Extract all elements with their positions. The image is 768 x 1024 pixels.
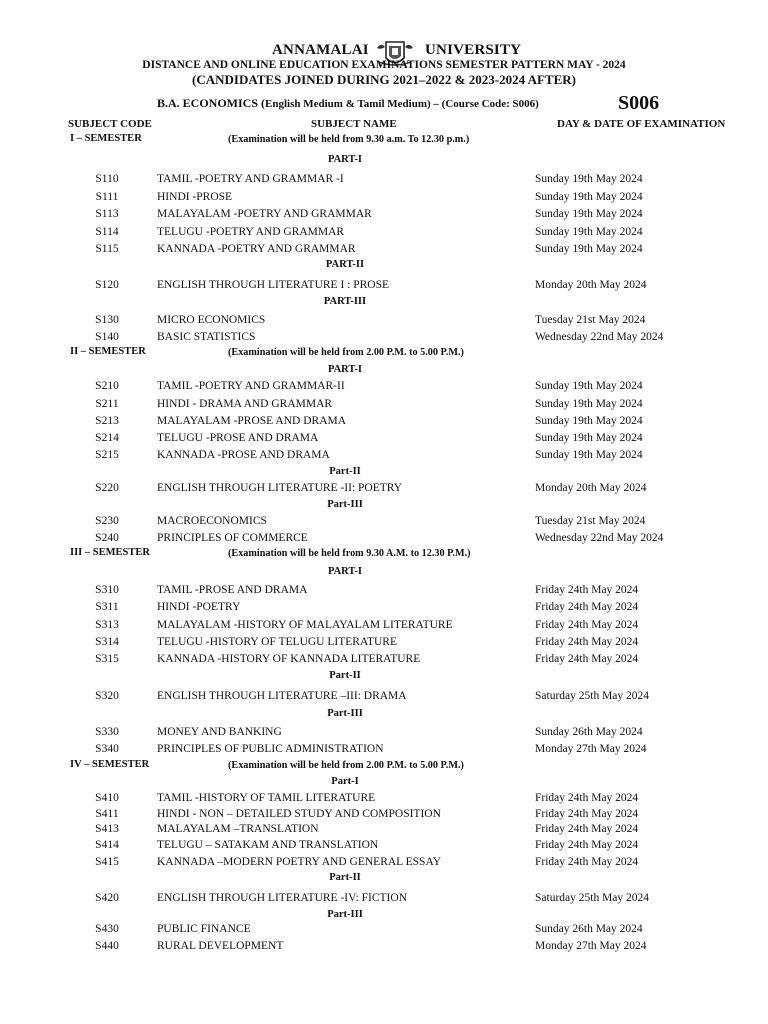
exam-title: DISTANCE AND ONLINE EDUCATION EXAMINATIONS SEMESTER PATTERN MAY - 2024 bbox=[142, 59, 626, 71]
exam-date: Sunday 19th May 2024 bbox=[535, 243, 643, 255]
exam-date: Monday 20th May 2024 bbox=[535, 482, 647, 494]
subject-name: PUBLIC FINANCE bbox=[157, 923, 251, 935]
subject-code: S120 bbox=[95, 279, 119, 291]
exam-date: Sunday 26th May 2024 bbox=[535, 923, 643, 935]
subject-name: ENGLISH THROUGH LITERATURE I : PROSE bbox=[157, 279, 390, 291]
exam-date: Sunday 26th May 2024 bbox=[535, 726, 643, 738]
subject-code: S115 bbox=[95, 243, 119, 255]
exam-date: Sunday 19th May 2024 bbox=[535, 191, 643, 203]
column-header-date: DAY & DATE OF EXAMINATION bbox=[557, 118, 726, 130]
subject-code: S314 bbox=[95, 636, 119, 648]
exam-date: Friday 24th May 2024 bbox=[535, 636, 639, 648]
exam-date: Sunday 19th May 2024 bbox=[535, 398, 643, 410]
subject-name: KANNADA –MODERN POETRY AND GENERAL ESSAY bbox=[157, 856, 442, 868]
exam-date: Friday 24th May 2024 bbox=[535, 856, 639, 868]
subject-code: S110 bbox=[95, 173, 119, 185]
exam-timing-note: (Examination will be held from 9.30 A.M. to 12.30 P.M.) bbox=[228, 548, 471, 559]
exam-timing-note: (Examination will be held from 2.00 P.M. to 5.00 P.M.) bbox=[228, 760, 464, 771]
semester-label: I – SEMESTER bbox=[70, 133, 142, 144]
exam-date: Friday 24th May 2024 bbox=[535, 601, 639, 613]
subject-name: ENGLISH THROUGH LITERATURE –III: DRAMA bbox=[157, 690, 407, 702]
course-medium: English Medium & Tamil Medium bbox=[265, 98, 427, 110]
subject-code: S313 bbox=[95, 619, 119, 631]
course-title-tail: ) – (Course Code: S006) bbox=[427, 98, 539, 110]
exam-date: Sunday 19th May 2024 bbox=[535, 380, 643, 392]
subject-code: S111 bbox=[95, 191, 119, 203]
exam-date: Monday 20th May 2024 bbox=[535, 279, 647, 291]
exam-date: Tuesday 21st May 2024 bbox=[535, 515, 646, 527]
exam-timing-note: (Examination will be held from 9.30 a.m. To 12.30 p.m.) bbox=[228, 134, 470, 145]
exam-date: Friday 24th May 2024 bbox=[535, 653, 639, 665]
subject-code: S315 bbox=[95, 653, 119, 665]
subject-code: S420 bbox=[95, 892, 119, 904]
subject-name: HINDI - DRAMA AND GRAMMAR bbox=[157, 398, 333, 410]
subject-name: TAMIL -POETRY AND GRAMMAR-II bbox=[157, 380, 345, 392]
subject-name: ENGLISH THROUGH LITERATURE -II: POETRY bbox=[157, 482, 403, 494]
subject-name: HINDI -PROSE bbox=[157, 191, 233, 203]
exam-date: Saturday 25th May 2024 bbox=[535, 690, 650, 702]
subject-name: TELUGU – SATAKAM AND TRANSLATION bbox=[157, 839, 379, 851]
subject-name: MALAYALAM -POETRY AND GRAMMAR bbox=[157, 208, 372, 220]
part-heading: PART-I bbox=[327, 154, 363, 165]
exam-date: Monday 27th May 2024 bbox=[535, 743, 647, 755]
exam-date: Sunday 19th May 2024 bbox=[535, 226, 643, 238]
exam-date: Friday 24th May 2024 bbox=[535, 808, 639, 820]
column-header-name: SUBJECT NAME bbox=[311, 118, 397, 130]
subject-code: S340 bbox=[95, 743, 119, 755]
subject-code: S130 bbox=[95, 314, 119, 326]
subject-code: S240 bbox=[95, 532, 119, 544]
subject-code: S411 bbox=[95, 808, 119, 820]
subject-code: S230 bbox=[95, 515, 119, 527]
exam-date: Saturday 25th May 2024 bbox=[535, 892, 650, 904]
exam-date: Sunday 19th May 2024 bbox=[535, 415, 643, 427]
exam-timing-note: (Examination will be held from 2.00 P.M. to 5.00 P.M.) bbox=[228, 347, 464, 358]
subject-code: S113 bbox=[95, 208, 119, 220]
subject-name: TELUGU -PROSE AND DRAMA bbox=[157, 432, 319, 444]
candidates-subtitle: (CANDIDATES JOINED DURING 2021–2022 & 2023-2024 AFTER) bbox=[192, 72, 576, 87]
subject-code: S311 bbox=[95, 601, 119, 613]
subject-name: TAMIL -PROSE AND DRAMA bbox=[157, 584, 308, 596]
subject-name: TELUGU -HISTORY OF TELUGU LITERATURE bbox=[157, 636, 397, 648]
subject-name: KANNADA -HISTORY OF KANNADA LITERATURE bbox=[157, 653, 421, 665]
part-heading: Part-III bbox=[327, 708, 363, 719]
subject-code: S215 bbox=[95, 449, 119, 461]
university-name-left: ANNAMALAI bbox=[272, 42, 369, 58]
subject-code: S430 bbox=[95, 923, 119, 935]
subject-name: KANNADA -POETRY AND GRAMMAR bbox=[157, 243, 356, 255]
subject-name: RURAL DEVELOPMENT bbox=[157, 940, 284, 952]
subject-name: TAMIL -HISTORY OF TAMIL LITERATURE bbox=[157, 792, 376, 804]
part-heading: PART-II bbox=[325, 259, 365, 270]
exam-date: Tuesday 21st May 2024 bbox=[535, 314, 646, 326]
subject-code: S440 bbox=[95, 940, 119, 952]
subject-code: S330 bbox=[95, 726, 119, 738]
subject-code: S214 bbox=[95, 432, 119, 444]
subject-name: MICRO ECONOMICS bbox=[157, 314, 266, 326]
semester-label: IV – SEMESTER bbox=[70, 759, 150, 770]
subject-name: MONEY AND BANKING bbox=[157, 726, 282, 738]
exam-date: Friday 24th May 2024 bbox=[535, 823, 639, 835]
subject-code: S414 bbox=[95, 839, 119, 851]
exam-date: Friday 24th May 2024 bbox=[535, 839, 639, 851]
part-heading: PART-III bbox=[323, 296, 367, 307]
subject-name: MALAYALAM -HISTORY OF MALAYALAM LITERATURE bbox=[157, 619, 453, 631]
part-heading: Part-II bbox=[329, 466, 361, 477]
subject-name: MACROECONOMICS bbox=[157, 515, 267, 527]
exam-date: Sunday 19th May 2024 bbox=[535, 449, 643, 461]
subject-name: HINDI - NON – DETAILED STUDY AND COMPOSITION bbox=[157, 808, 441, 820]
subject-name: TAMIL -POETRY AND GRAMMAR -I bbox=[157, 173, 344, 185]
subject-name: PRINCIPLES OF PUBLIC ADMINISTRATION bbox=[157, 743, 384, 755]
subject-code: S213 bbox=[95, 415, 119, 427]
exam-date: Sunday 19th May 2024 bbox=[535, 432, 643, 444]
semester-label: II – SEMESTER bbox=[70, 346, 146, 357]
subject-code: S320 bbox=[95, 690, 119, 702]
column-header-code: SUBJECT CODE bbox=[68, 118, 152, 130]
subject-code: S140 bbox=[95, 331, 119, 343]
exam-date: Friday 24th May 2024 bbox=[535, 584, 639, 596]
exam-date: Friday 24th May 2024 bbox=[535, 619, 639, 631]
university-name-right: UNIVERSITY bbox=[425, 42, 522, 58]
part-heading: Part-III bbox=[327, 909, 363, 920]
part-heading: Part-I bbox=[331, 776, 359, 787]
subject-name: PRINCIPLES OF COMMERCE bbox=[157, 532, 308, 544]
subject-code: S310 bbox=[95, 584, 119, 596]
exam-date: Sunday 19th May 2024 bbox=[535, 208, 643, 220]
exam-date: Sunday 19th May 2024 bbox=[535, 173, 643, 185]
subject-code: S413 bbox=[95, 823, 119, 835]
part-heading: Part-II bbox=[329, 670, 361, 681]
part-heading: Part-III bbox=[327, 499, 363, 510]
part-heading: PART-I bbox=[327, 364, 363, 375]
subject-name: BASIC STATISTICS bbox=[157, 331, 256, 343]
subject-code: S410 bbox=[95, 792, 119, 804]
exam-date: Wednesday 22nd May 2024 bbox=[535, 331, 664, 343]
subject-name: ENGLISH THROUGH LITERATURE -IV: FICTION bbox=[157, 892, 407, 904]
subject-code: S210 bbox=[95, 380, 119, 392]
part-heading: PART-I bbox=[327, 566, 363, 577]
subject-name: TELUGU -POETRY AND GRAMMAR bbox=[157, 226, 345, 238]
subject-code: S220 bbox=[95, 482, 119, 494]
subject-name: HINDI -POETRY bbox=[157, 601, 241, 613]
exam-date: Wednesday 22nd May 2024 bbox=[535, 532, 664, 544]
subject-name: MALAYALAM -PROSE AND DRAMA bbox=[157, 415, 347, 427]
exam-date: Friday 24th May 2024 bbox=[535, 792, 639, 804]
semester-label: III – SEMESTER bbox=[70, 547, 150, 558]
subject-name: KANNADA -PROSE AND DRAMA bbox=[157, 449, 330, 461]
subject-code: S211 bbox=[95, 398, 119, 410]
course-code-badge: S006 bbox=[618, 92, 660, 114]
part-heading: Part-II bbox=[329, 872, 361, 883]
subject-name: MALAYALAM –TRANSLATION bbox=[157, 823, 319, 835]
course-title bbox=[157, 96, 539, 111]
subject-code: S415 bbox=[95, 856, 119, 868]
subject-code: S114 bbox=[95, 226, 119, 238]
exam-date: Monday 27th May 2024 bbox=[535, 940, 647, 952]
course-title-main: B.A. ECONOMICS ( bbox=[157, 96, 266, 110]
